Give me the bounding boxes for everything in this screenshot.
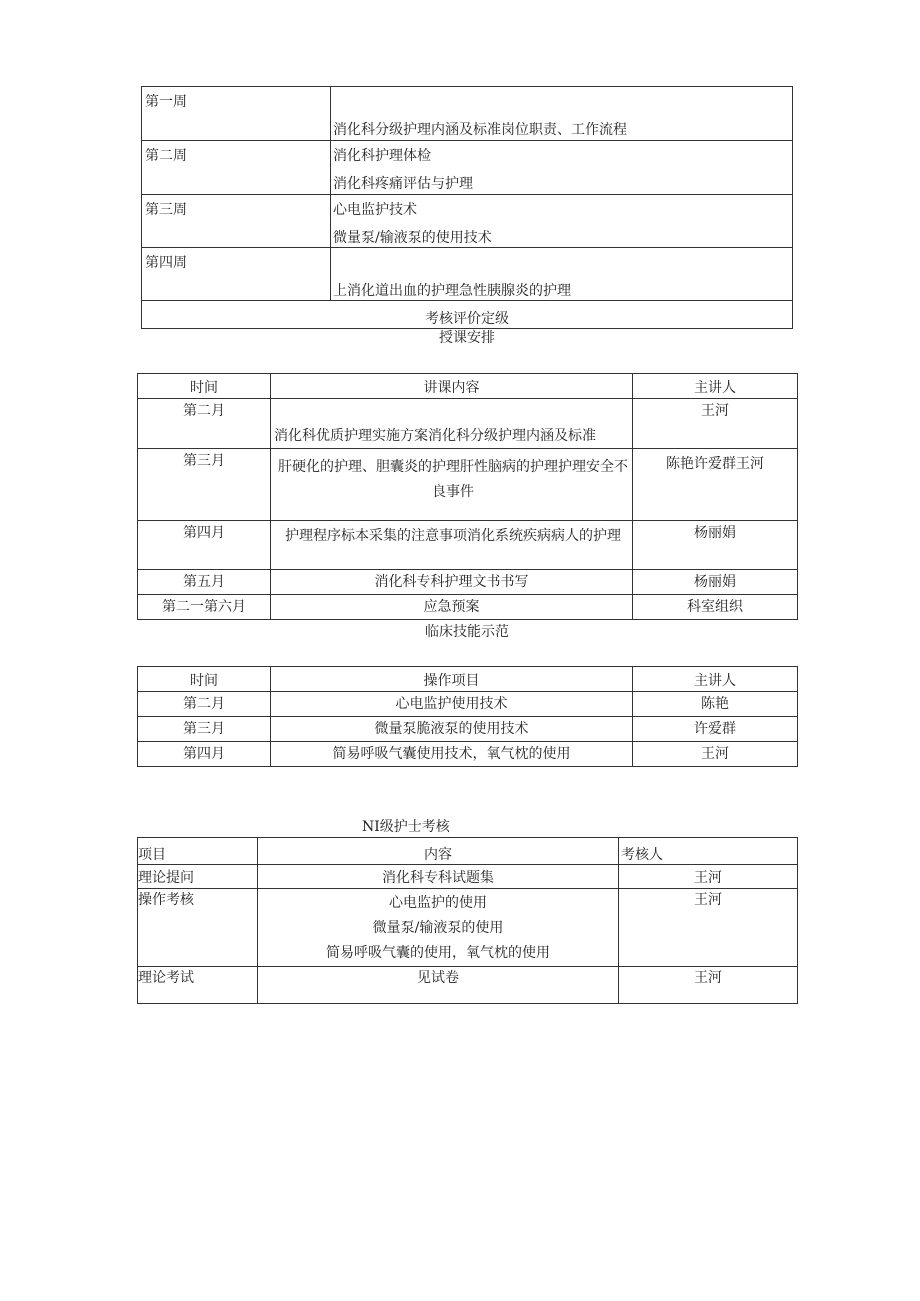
header-content: 内容 [258, 838, 619, 865]
skills-title: 临床技能示范 [425, 624, 509, 640]
table-row [142, 301, 793, 329]
speaker-cell: 科室组织 [633, 595, 798, 620]
content-cell: 护理程序标本采集的注意事项消化系统疾病病人的护理 [271, 521, 633, 570]
header-speaker: 主讲人 [633, 374, 798, 399]
table-row [138, 399, 798, 449]
content-line: 消化科分级护理内涵及标准岗位职责、工作流程 [333, 122, 627, 138]
table-row [138, 521, 798, 570]
speaker-cell: 陈艳许爱群王河 [633, 449, 798, 521]
table-row [138, 742, 798, 767]
time-cell: 第二月 [138, 399, 271, 449]
content-line: 消化科疼痛评估与护理 [333, 176, 473, 192]
table-row [138, 570, 798, 595]
week-cell: 第四周 [142, 248, 331, 301]
table-row [138, 595, 798, 620]
content-line: 消化科护理体检 [333, 148, 431, 164]
table-row [138, 449, 798, 521]
content-cell [331, 87, 793, 141]
time-cell: 第三月 [138, 717, 271, 742]
time-cell: 第四月 [138, 742, 271, 767]
content-line: 心电监护技术 [333, 202, 417, 218]
content-cell: 见试卷 [258, 967, 619, 1004]
assessment-title: NI级护士考核 [362, 819, 450, 835]
speaker-cell: 王河 [633, 742, 798, 767]
lecture-title: 授课安排 [439, 330, 495, 346]
time-cell: 第四月 [138, 521, 271, 570]
content-cell: 消化科专科试题集 [258, 865, 619, 889]
content-line: 心电监护的使用 [389, 895, 487, 911]
table-row [138, 692, 798, 717]
content-cell [331, 248, 793, 301]
time-cell: 第二一第六月 [138, 595, 271, 620]
content-cell: 消化科优质护理实施方案消化科分级护理内涵及标准 [271, 399, 633, 449]
table-header-row [138, 838, 798, 865]
week-cell: 第一周 [142, 87, 331, 141]
item-cell: 理论考试 [138, 967, 258, 1004]
time-cell: 第三月 [138, 449, 271, 521]
table-row [138, 967, 798, 1004]
examiner-cell: 王河 [619, 967, 798, 1004]
content-cell [331, 195, 793, 248]
time-cell: 第二月 [138, 692, 271, 717]
content-line: 简易呼吸气囊的使用，氧气枕的使用 [326, 945, 550, 961]
table-row [142, 87, 793, 141]
header-time: 时间 [138, 667, 271, 692]
content-line: 微量泵/输液泵的使用 [372, 920, 504, 936]
content-cell: 肝硬化的护理、胆囊炎的护理肝性脑病的护理护理安全不良事件 [271, 449, 633, 521]
content-cell [258, 889, 619, 967]
week-cell: 第二周 [142, 141, 331, 195]
speaker-cell: 王河 [633, 399, 798, 449]
table-row [138, 717, 798, 742]
week-cell: 第三周 [142, 195, 331, 248]
item-cell: 简易呼吸气囊使用技术，氧气枕的使用 [271, 742, 633, 767]
table-row [142, 195, 793, 248]
week-plan-table [141, 86, 793, 329]
speaker-cell: 陈艳 [633, 692, 798, 717]
week-plan-footer: 考核评价定级 [142, 301, 793, 329]
lecture-table [137, 373, 798, 620]
item-cell: 理论提问 [138, 865, 258, 889]
speaker-cell: 许爱群 [633, 717, 798, 742]
speaker-cell: 杨丽娟 [633, 570, 798, 595]
table-row [138, 865, 798, 889]
speaker-cell: 杨丽娟 [633, 521, 798, 570]
header-time: 时间 [138, 374, 271, 399]
header-item: 操作项目 [271, 667, 633, 692]
assessment-table [137, 837, 798, 1004]
skills-table [137, 666, 798, 767]
examiner-cell: 王河 [619, 865, 798, 889]
content-cell: 消化科专科护理文书书写 [271, 570, 633, 595]
item-cell: 操作考核 [138, 889, 258, 967]
content-cell: 应急预案 [271, 595, 633, 620]
header-content: 讲课内容 [271, 374, 633, 399]
item-cell: 微量泵脆液泵的使用技术 [271, 717, 633, 742]
examiner-cell: 王河 [619, 889, 798, 967]
header-item: 项目 [138, 838, 258, 865]
table-row [138, 889, 798, 967]
table-header-row [138, 667, 798, 692]
content-line: 上消化道出血的护理急性胰腺炎的护理 [333, 283, 571, 299]
header-speaker: 主讲人 [633, 667, 798, 692]
header-examiner: 考核人 [619, 838, 798, 865]
table-row [142, 248, 793, 301]
time-cell: 第五月 [138, 570, 271, 595]
content-cell [331, 141, 793, 195]
table-row [142, 141, 793, 195]
item-cell: 心电监护使用技术 [271, 692, 633, 717]
content-line: 微量泵/输液泵的使用技术 [333, 230, 492, 246]
table-header-row [138, 374, 798, 399]
